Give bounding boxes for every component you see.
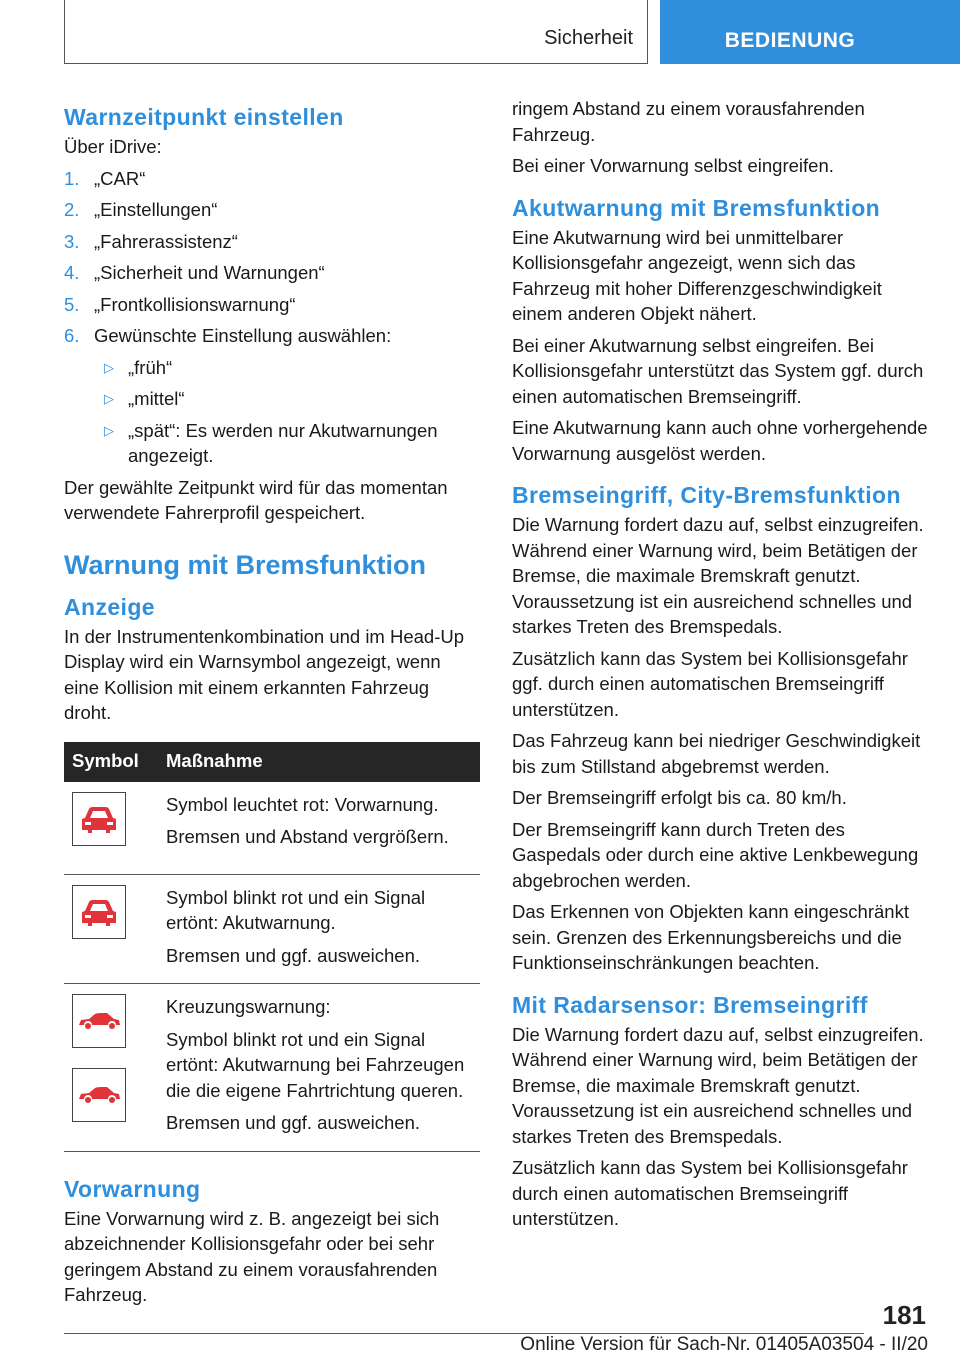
- city-text: Der Bremseingriff erfolgt bis ca. 80 km/h.: [512, 787, 847, 808]
- col-header-symbol: Symbol: [64, 742, 166, 782]
- vorwarnung-continued: ringem Abstand zu einem vorausfahrenden Fahrzeug.: [512, 98, 865, 145]
- action-text: Symbol leuchtet rot: Vorwarnung.: [166, 793, 439, 815]
- city-text: Die Warnung fordert dazu auf, selbst einzugreifen. Während einer Warnung wird, beim Betätigen der Bremse, die maximale Bremskraft genutzt. Voraussetzung ist ein ausreichend schnelles und starkes Treten des Bremspedals.: [512, 514, 924, 637]
- section-title: Sicherheit: [544, 27, 633, 49]
- action-text: Symbol blinkt rot und ein Signal ertönt: Akutwarnung.: [166, 886, 426, 933]
- heading-vorwarnung: Vorwarnung: [64, 1175, 201, 1202]
- action-text: Bremsen und ggf. ausweichen.: [166, 1112, 421, 1133]
- saved-note: Der gewählte Zeitpunkt wird für das momentan verwendete Fahrerprofil gespeichert.: [64, 476, 448, 523]
- heading-radarsensor: Mit Radarsensor: Bremseingriff: [512, 991, 868, 1018]
- akut-text: Eine Akutwarnung wird bei unmittelbarer Kollisionsgefahr angezeigt, wenn sich das Fahrzeug mit hoher Differenzgeschwindigkeit einem anderen Objekt nähert.: [512, 226, 882, 324]
- page-number: 181: [882, 1300, 926, 1330]
- action-text: Bremsen und ggf. ausweichen.: [166, 944, 421, 966]
- symbol-table: [64, 742, 480, 1152]
- options-list: [94, 355, 480, 469]
- heading-anzeige: Anzeige: [64, 593, 155, 620]
- right-column: [512, 96, 928, 1238]
- table-row: [64, 874, 480, 984]
- chapter-label: BEDIENUNG: [724, 29, 856, 52]
- header-section-box: [64, 0, 648, 64]
- triangle-bullet-icon: ▷: [104, 359, 114, 375]
- option-item: ▷ „spät“: Es werden nur Akutwarnungen angezeigt.: [104, 419, 438, 466]
- chapter-tab[interactable]: [660, 0, 960, 64]
- step-item: 6. Gewünschte Einstellung auswählen: ▷ „früh“ ▷ „mittel“ ▷ „spät“: Es werden nur Akutwarnungen angezeigt.: [64, 323, 480, 469]
- vorwarnung-action: Bei einer Vorwarnung selbst eingreifen.: [512, 155, 834, 176]
- car-side-warning-icon: [72, 1068, 126, 1122]
- anzeige-text: In der Instrumentenkombination und im Head-Up Display wird ein Warnsymbol angezeigt, wenn eine Kollision mit einem erkannten Fahrzeug droht.: [64, 625, 465, 723]
- triangle-bullet-icon: ▷: [104, 391, 114, 406]
- city-text: Zusätzlich kann das System bei Kollisionsgefahr ggf. durch einen automatischen Bremseingriff unterstützen.: [512, 647, 908, 720]
- action-text: Bremsen und Abstand vergrößern.: [166, 826, 449, 847]
- table-header-row: [64, 742, 480, 782]
- action-text: Symbol blinkt rot und ein Signal ertönt: Akutwarnung bei Fahrzeugen die die eigene Fahrtrichtung queren.: [166, 1028, 465, 1101]
- car-front-warning-icon: [72, 792, 126, 846]
- heading-akutwarnung: Akutwarnung mit Bremsfunktion: [512, 194, 881, 221]
- car-side-warning-icon: [72, 994, 126, 1048]
- akut-text: Bei einer Akutwarnung selbst eingreifen. Bei Kollisionsgefahr unterstützt das System ggf. durch einen automatischen Bremseingriff.: [512, 334, 924, 407]
- radar-text: Zusätzlich kann das System bei Kollisionsgefahr durch einen automatischen Bremseingriff unterstützen.: [512, 1157, 908, 1229]
- idrive-intro: Über iDrive:: [64, 136, 162, 157]
- step-item: 1. „CAR“: [64, 167, 146, 189]
- triangle-bullet-icon: ▷: [104, 422, 114, 438]
- akut-text: Eine Akutwarnung kann auch ohne vorhergehende Vorwarnung ausgelöst werden.: [512, 417, 928, 464]
- city-text: Das Erkennen von Objekten kann eingeschränkt sein. Grenzen des Erkennungsbereichs und die Funktionseinschränkungen beachten.: [512, 901, 909, 973]
- table-row: [64, 782, 480, 875]
- footer-version: Online Version für Sach-Nr. 01405A03504 - II/20: [520, 1334, 928, 1355]
- left-column: [64, 96, 480, 1305]
- action-text: Kreuzungswarnung:: [166, 996, 331, 1017]
- steps-list: [64, 166, 480, 469]
- city-text: Das Fahrzeug kann bei niedriger Geschwindigkeit bis zum Stillstand abgebremst werden.: [512, 730, 921, 777]
- table-row: [64, 984, 480, 1152]
- city-text: Der Bremseingriff kann durch Treten des Gaspedals oder durch eine aktive Lenkbewegung abgebrochen werden.: [512, 818, 919, 891]
- step-item: 5. „Frontkollisionswarnung“: [64, 293, 296, 315]
- col-header-action: Maßnahme: [166, 742, 480, 782]
- heading-warnzeitpunkt: Warnzeitpunkt einstellen: [64, 104, 344, 130]
- step-item: 2. „Einstellungen“: [64, 199, 218, 220]
- option-item: ▷ „mittel“: [94, 386, 480, 412]
- step-item: 4. „Sicherheit und Warnungen“: [64, 262, 325, 283]
- car-front-warning-icon: [72, 885, 126, 939]
- heading-warnung-bremsfunktion: Warnung mit Bremsfunktion: [64, 549, 426, 580]
- heading-city-bremsfunktion: Bremseingriff, City-Bremsfunktion: [512, 482, 901, 508]
- radar-text: Die Warnung fordert dazu auf, selbst einzugreifen. Während einer Warnung wird, beim Betätigen der Bremse, die maximale Bremskraft genutzt. Voraussetzung ist ein ausreichend schnelles und starkes Treten des Bremspedals.: [512, 1023, 924, 1147]
- vorwarnung-text: Eine Vorwarnung wird z. B. angezeigt bei sich abzeichnender Kollisionsgefahr oder bei sehr geringem Abstand zu einem vorausfahrenden Fahrzeug.: [64, 1207, 440, 1305]
- step-item: 3. „Fahrerassistenz“: [64, 230, 238, 252]
- option-item: ▷ „früh“: [94, 355, 480, 381]
